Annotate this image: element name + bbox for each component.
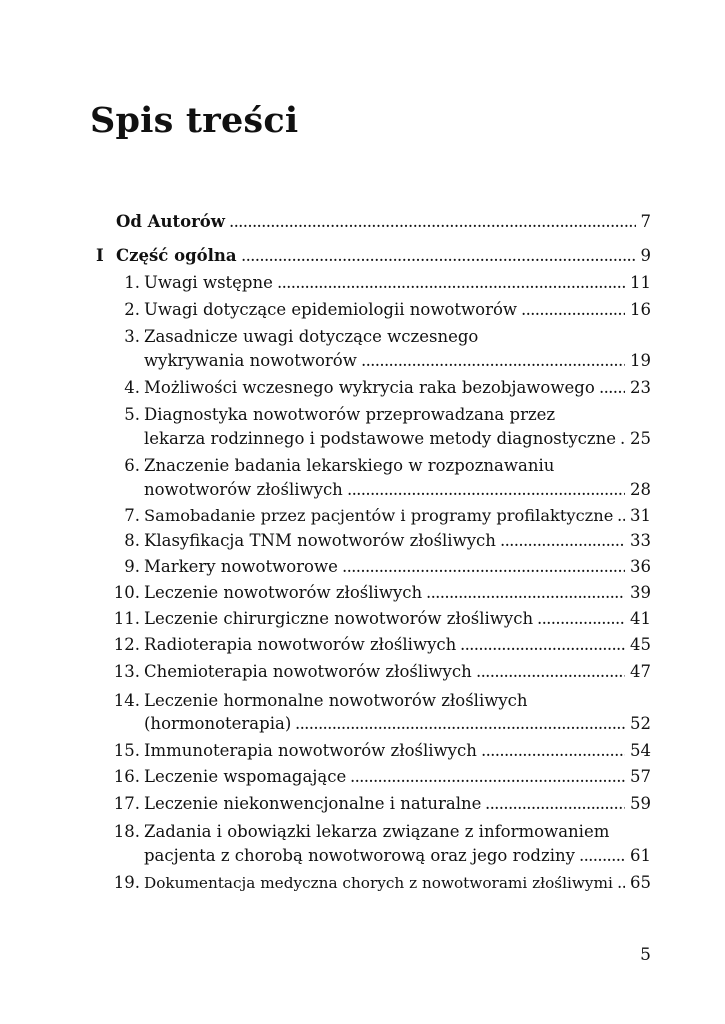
entry-page-number: 9 xyxy=(640,246,651,265)
entry-title-continuation: wykrywania nowotworów xyxy=(144,351,357,370)
entry-page-number: 36 xyxy=(630,557,651,576)
entry-title: Zadania i obowiązki lekarza związane z informowaniem xyxy=(144,822,610,841)
entry-number: 8. xyxy=(124,531,140,550)
entry-page-number: 59 xyxy=(630,794,651,813)
toc-entry[interactable] xyxy=(0,455,725,480)
entry-page-number: 7 xyxy=(640,212,651,231)
entry-number: 19. xyxy=(113,873,140,892)
entry-title: Uwagi wstępne xyxy=(144,273,273,292)
entry-page-number: 28 xyxy=(630,480,651,499)
entry-number: 18. xyxy=(113,822,140,841)
entry-title: Dokumentacja medyczna chorych z nowotworami złośliwymi xyxy=(144,874,613,892)
dot-leader xyxy=(342,556,625,578)
dot-leader xyxy=(599,377,625,399)
entry-page-number: 25 xyxy=(630,429,651,448)
entry-page-number: 19 xyxy=(630,351,651,370)
toc-entry[interactable] xyxy=(0,377,725,402)
entry-title: Uwagi dotyczące epidemiologii nowotworów xyxy=(144,300,518,319)
entry-title: Zasadnicze uwagi dotyczące wczesnego xyxy=(144,327,479,346)
entry-title: Radioterapia nowotworów złośliwych xyxy=(144,635,457,654)
dot-leader xyxy=(485,793,625,815)
toc-entry[interactable] xyxy=(0,690,725,715)
dot-leader xyxy=(476,661,625,683)
dot-leader xyxy=(521,299,625,321)
entry-number: 6. xyxy=(124,456,140,475)
entry-title: Możliwości wczesnego wykrycia raka bezobjawowego xyxy=(144,378,595,397)
dot-leader xyxy=(295,713,625,735)
entry-page-number: 45 xyxy=(630,635,651,654)
entry-title: Leczenie wspomagające xyxy=(144,767,347,786)
dot-leader xyxy=(620,428,625,450)
entry-number: 4. xyxy=(124,378,140,397)
entry-title-continuation: nowotworów złośliwych xyxy=(144,480,343,499)
dot-leader xyxy=(241,245,636,267)
entry-number: 3. xyxy=(124,327,140,346)
dot-leader xyxy=(579,845,625,867)
toc-entry[interactable] xyxy=(0,299,725,324)
toc-entry[interactable] xyxy=(0,661,725,686)
toc-entry-continuation xyxy=(0,845,725,870)
entry-page-number: 41 xyxy=(630,609,651,628)
entry-title-continuation: pacjenta z chorobą nowotworową oraz jego rodziny xyxy=(144,846,575,865)
toc-entry[interactable] xyxy=(0,245,725,270)
entry-title: Diagnostyka nowotworów przeprowadzana przez xyxy=(144,405,556,424)
entry-page-number: 61 xyxy=(630,846,651,865)
dot-leader xyxy=(229,211,636,233)
toc-entry-continuation xyxy=(0,713,725,738)
page-title: Spis treści xyxy=(90,100,299,141)
dot-leader xyxy=(617,505,625,527)
toc-entry-continuation xyxy=(0,479,725,504)
entry-page-number: 39 xyxy=(630,583,651,602)
entry-page-number: 52 xyxy=(630,714,651,733)
entry-number: 2. xyxy=(124,300,140,319)
toc-entry[interactable] xyxy=(0,740,725,765)
toc-entry[interactable] xyxy=(0,326,725,351)
entry-page-number: 54 xyxy=(630,741,651,760)
dot-leader xyxy=(481,740,625,762)
entry-number: 14. xyxy=(113,691,140,710)
toc-entry[interactable] xyxy=(0,582,725,607)
entry-title: Samobadanie przez pacjentów i programy profilaktyczne xyxy=(144,506,614,525)
entry-number: 11. xyxy=(113,609,140,628)
entry-number: 12. xyxy=(113,635,140,654)
toc-entry[interactable] xyxy=(0,556,725,581)
entry-title: Immunoterapia nowotworów złośliwych xyxy=(144,741,477,760)
entry-title: Od Autorów xyxy=(116,212,225,231)
entry-number: 1. xyxy=(124,273,140,292)
entry-page-number: 47 xyxy=(630,662,651,681)
toc-entry[interactable] xyxy=(0,505,725,530)
dot-leader xyxy=(426,582,625,604)
entry-page-number: 65 xyxy=(630,873,651,892)
entry-number: 16. xyxy=(113,767,140,786)
entry-title-continuation: (hormonoterapia) xyxy=(144,714,292,733)
entry-number: 15. xyxy=(113,741,140,760)
entry-title: Znaczenie badania lekarskiego w rozpoznawaniu xyxy=(144,456,555,475)
toc-entry[interactable] xyxy=(0,766,725,791)
entry-number: 9. xyxy=(124,557,140,576)
dot-leader xyxy=(350,766,625,788)
dot-leader xyxy=(277,272,625,294)
toc-entry[interactable] xyxy=(0,634,725,659)
entry-title: Klasyfikacja TNM nowotworów złośliwych xyxy=(144,531,496,550)
entry-number: I xyxy=(96,246,104,265)
toc-entry[interactable] xyxy=(0,530,725,555)
toc-entry[interactable] xyxy=(0,872,725,897)
dot-leader xyxy=(500,530,625,552)
dot-leader xyxy=(537,608,625,630)
entry-title: Chemioterapia nowotworów złośliwych xyxy=(144,662,472,681)
dot-leader xyxy=(361,350,625,372)
entry-page-number: 33 xyxy=(630,531,651,550)
entry-title: Część ogólna xyxy=(116,246,237,265)
entry-page-number: 11 xyxy=(630,273,651,292)
toc-entry[interactable] xyxy=(0,272,725,297)
entry-number: 17. xyxy=(113,794,140,813)
entry-title: Leczenie chirurgiczne nowotworów złośliwych xyxy=(144,609,534,628)
entry-number: 13. xyxy=(113,662,140,681)
entry-page-number: 23 xyxy=(630,378,651,397)
toc-entry[interactable] xyxy=(0,211,725,236)
dot-leader xyxy=(460,634,625,656)
entry-page-number: 57 xyxy=(630,767,651,786)
toc-entry-continuation xyxy=(0,350,725,375)
toc-entry[interactable] xyxy=(0,793,725,818)
entry-title-continuation: lekarza rodzinnego i podstawowe metody diagnostyczne xyxy=(144,429,617,448)
entry-title: Markery nowotworowe xyxy=(144,557,338,576)
entry-number: 5. xyxy=(124,405,140,424)
dot-leader xyxy=(617,872,625,894)
entry-title: Leczenie nowotworów złośliwych xyxy=(144,583,423,602)
entry-number: 7. xyxy=(124,506,140,525)
entry-number: 10. xyxy=(113,583,140,602)
toc-entry[interactable] xyxy=(0,821,725,846)
entry-title: Leczenie niekonwencjonalne i naturalne xyxy=(144,794,482,813)
page-number: 5 xyxy=(640,945,651,965)
toc-entry[interactable] xyxy=(0,404,725,429)
entry-title: Leczenie hormonalne nowotworów złośliwych xyxy=(144,691,528,710)
toc-entry[interactable] xyxy=(0,608,725,633)
toc-entry-continuation xyxy=(0,428,725,453)
entry-page-number: 16 xyxy=(630,300,651,319)
entry-page-number: 31 xyxy=(630,506,651,525)
dot-leader xyxy=(347,479,625,501)
